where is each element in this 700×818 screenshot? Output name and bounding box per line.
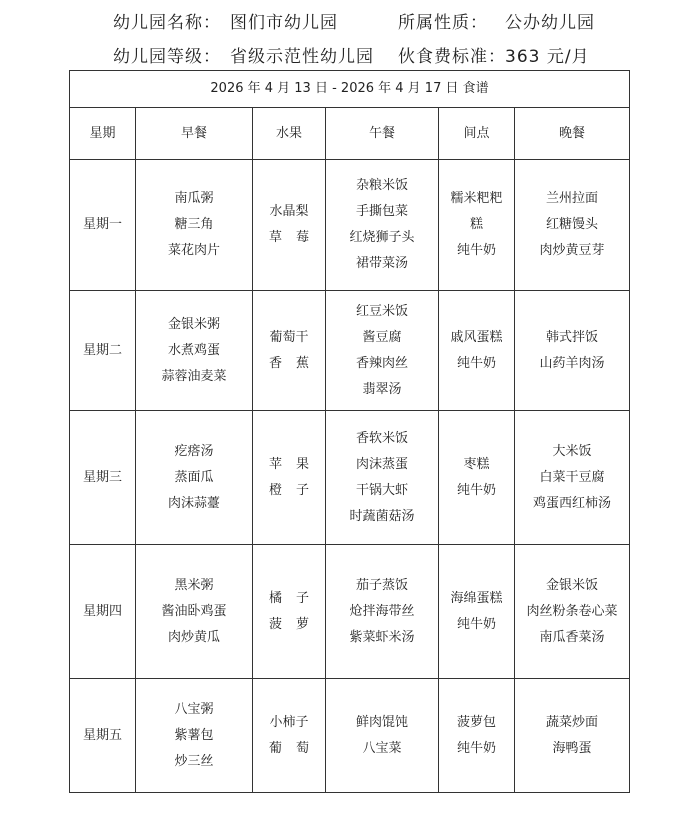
dinner-item: 红糖馒头 xyxy=(546,217,599,232)
lunch-item: 手撕包菜 xyxy=(355,204,408,219)
snack-item: 纯牛奶 xyxy=(456,243,496,258)
breakfast-cell xyxy=(136,411,253,545)
column-header-snack: 间点 xyxy=(439,108,515,160)
breakfast-item: 菜花肉片 xyxy=(167,243,220,258)
snack-item: 枣糕 xyxy=(463,456,490,472)
lunch-item: 八宝菜 xyxy=(362,740,402,756)
dinner-item: 金银米饭 xyxy=(546,577,599,593)
kindergarten-name: 图们市幼儿园 xyxy=(230,13,338,33)
lunch-cell xyxy=(326,160,439,291)
breakfast-item: 黑米粥 xyxy=(174,577,214,593)
snack-item: 糕 xyxy=(469,217,483,232)
lunch-cell xyxy=(326,411,439,545)
breakfast-cell xyxy=(136,545,253,679)
lunch-item: 香软米饭 xyxy=(355,430,408,446)
column-header-row xyxy=(70,108,630,160)
dinner-item: 山药羊肉汤 xyxy=(539,355,605,371)
breakfast-item: 金银米粥 xyxy=(167,316,220,332)
fruit-item: 水晶梨 xyxy=(269,204,309,219)
grade-label: 幼儿园等级： xyxy=(113,47,221,67)
kindergarten-name-label: 幼儿园名称： xyxy=(113,13,221,33)
breakfast-item: 蒜蓉油麦菜 xyxy=(161,368,227,384)
day-cell: 星期五 xyxy=(70,679,136,793)
lunch-item: 香辣肉丝 xyxy=(355,355,408,371)
fruit-item: 橙子 xyxy=(268,482,323,498)
dinner-cell xyxy=(515,291,630,411)
menu-row xyxy=(70,679,630,793)
breakfast-item: 南瓜粥 xyxy=(174,191,214,206)
snack-item: 糯米粑粑 xyxy=(450,191,503,206)
week-title: 2026 年 4 月 13 日 - 2026 年 4 月 17 日 食谱 xyxy=(70,71,630,108)
dinner-cell xyxy=(515,160,630,291)
column-header-breakfast: 早餐 xyxy=(136,108,253,160)
fruit-cell xyxy=(253,291,326,411)
lunch-cell xyxy=(326,545,439,679)
lunch-cell xyxy=(326,291,439,411)
breakfast-item: 肉炒黄瓜 xyxy=(167,629,220,645)
fruit-item: 苹果 xyxy=(268,456,323,472)
fruit-cell xyxy=(253,411,326,545)
snack-item: 菠萝包 xyxy=(456,714,496,730)
snack-item: 海绵蛋糕 xyxy=(450,590,503,606)
dinner-item: 蔬菜炒面 xyxy=(546,714,599,730)
dinner-item: 肉炒黄豆芽 xyxy=(539,243,605,258)
fruit-item: 香蕉 xyxy=(268,355,323,371)
fruit-cell xyxy=(253,545,326,679)
snack-item: 纯牛奶 xyxy=(456,482,496,498)
breakfast-cell xyxy=(136,291,253,411)
lunch-item: 红烧狮子头 xyxy=(349,230,415,245)
dinner-cell xyxy=(515,679,630,793)
dinner-item: 海鸭蛋 xyxy=(552,740,592,756)
lunch-item: 干锅大虾 xyxy=(355,482,408,498)
breakfast-cell xyxy=(136,679,253,793)
dinner-item: 兰州拉面 xyxy=(546,191,599,206)
breakfast-item: 水煮鸡蛋 xyxy=(167,342,220,358)
breakfast-cell xyxy=(136,160,253,291)
fruit-item: 小柿子 xyxy=(269,714,309,730)
column-header-fruit: 水果 xyxy=(253,108,326,160)
nature-label: 所属性质： xyxy=(398,13,488,33)
fruit-item: 葡萄 xyxy=(268,740,323,756)
lunch-item: 鲜肉馄饨 xyxy=(355,714,408,730)
breakfast-item: 酱油卧鸡蛋 xyxy=(161,603,227,619)
snack-cell xyxy=(439,545,515,679)
grade-value: 省级示范性幼儿园 xyxy=(230,47,374,67)
fruit-cell xyxy=(253,160,326,291)
snack-item: 纯牛奶 xyxy=(456,740,496,756)
day-cell: 星期二 xyxy=(70,291,136,411)
column-header-lunch: 午餐 xyxy=(326,108,439,160)
lunch-item: 紫菜虾米汤 xyxy=(349,629,415,645)
dinner-item: 肉丝粉条卷心菜 xyxy=(526,603,618,619)
fee-label: 伙食费标准： xyxy=(398,47,506,67)
week-title-row xyxy=(70,71,630,108)
fruit-item: 葡萄干 xyxy=(269,329,309,345)
snack-cell xyxy=(439,291,515,411)
lunch-item: 时蔬菌菇汤 xyxy=(349,508,415,524)
breakfast-item: 蒸面瓜 xyxy=(174,469,214,485)
breakfast-item: 肉沫蒜薹 xyxy=(167,495,220,511)
dinner-item: 鸡蛋西红柿汤 xyxy=(533,495,612,511)
day-cell: 星期一 xyxy=(70,160,136,291)
dinner-cell xyxy=(515,545,630,679)
dinner-item: 大米饭 xyxy=(552,443,592,459)
snack-item: 纯牛奶 xyxy=(456,616,496,632)
lunch-item: 翡翠汤 xyxy=(362,381,402,397)
column-header-dinner: 晚餐 xyxy=(515,108,630,160)
menu-table xyxy=(69,70,630,793)
breakfast-item: 紫薯包 xyxy=(174,727,214,743)
dinner-item: 韩式拌饭 xyxy=(546,329,599,345)
breakfast-item: 疙瘩汤 xyxy=(174,443,214,459)
snack-item: 戚风蛋糕 xyxy=(450,329,503,345)
snack-item: 纯牛奶 xyxy=(456,355,496,371)
day-cell: 星期四 xyxy=(70,545,136,679)
dinner-item: 南瓜香菜汤 xyxy=(539,629,605,645)
menu-row xyxy=(70,291,630,411)
lunch-item: 酱豆腐 xyxy=(362,329,402,345)
breakfast-item: 炒三丝 xyxy=(174,753,214,769)
day-cell: 星期三 xyxy=(70,411,136,545)
lunch-item: 杂粮米饭 xyxy=(355,178,408,193)
snack-cell xyxy=(439,679,515,793)
snack-cell xyxy=(439,160,515,291)
lunch-item: 红豆米饭 xyxy=(355,303,408,319)
lunch-item: 肉沫蒸蛋 xyxy=(355,456,408,472)
lunch-item: 茄子蒸饭 xyxy=(355,577,408,593)
lunch-cell xyxy=(326,679,439,793)
menu-row xyxy=(70,545,630,679)
fruit-item: 草莓 xyxy=(268,230,323,245)
fee-value: 363 元/月 xyxy=(505,47,590,67)
breakfast-item: 八宝粥 xyxy=(174,701,214,717)
snack-cell xyxy=(439,411,515,545)
fruit-item: 橘子 xyxy=(268,590,323,606)
menu-row xyxy=(70,411,630,545)
fruit-cell xyxy=(253,679,326,793)
nature-value: 公办幼儿园 xyxy=(505,13,595,33)
column-header-day: 星期 xyxy=(70,108,136,160)
menu-row xyxy=(70,160,630,291)
dinner-item: 白菜干豆腐 xyxy=(539,469,605,485)
lunch-item: 炝拌海带丝 xyxy=(349,603,415,619)
dinner-cell xyxy=(515,411,630,545)
fruit-item: 菠萝 xyxy=(268,616,323,632)
lunch-item: 裙带菜汤 xyxy=(355,256,408,271)
breakfast-item: 糖三角 xyxy=(174,217,214,232)
